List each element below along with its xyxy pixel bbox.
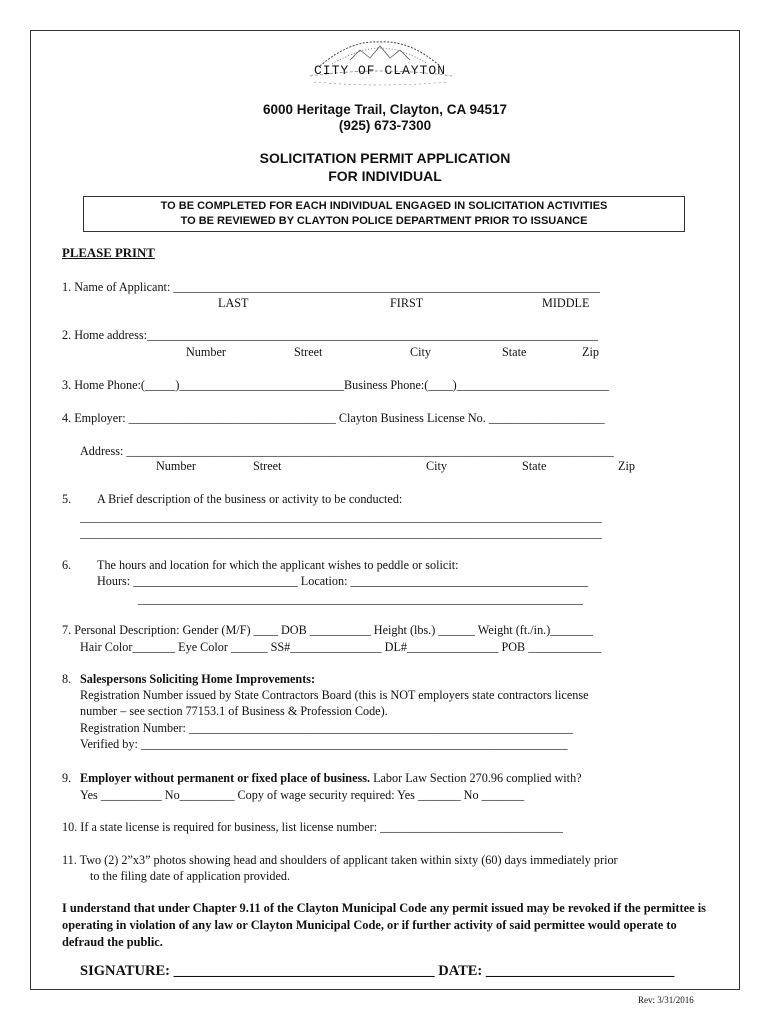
phone-line: (925) 673-7300 [338,118,432,133]
q9-number: 9. [62,771,72,785]
q5-number: 5. [62,492,72,506]
label-employer-state: State [522,459,547,473]
business-description-line-2[interactable]: __________________________________________________________________________________________ [80,527,602,540]
q8-number: 8. [62,672,72,686]
photos-requirement-line-2: to the filing date of application provided. [90,869,291,883]
label-number: Number [186,345,226,359]
applicant-name-field[interactable]: 1. Name of Applicant: ______________________________________________________________________ [62,280,600,294]
business-description-line-1[interactable]: __________________________________________________________________________________________ [80,511,602,524]
verified-by-field[interactable]: Verified by: ______________________________________________________________________ [80,737,568,751]
label-employer-city: City [426,459,447,473]
label-middle: MIDDLE [542,296,590,310]
q6-number: 6. [62,558,72,572]
label-first: FIRST [390,296,424,310]
employer-no-place-heading: Employer without permanent or fixed place of business. [80,771,371,785]
employer-field[interactable]: 4. Employer: __________________________________ Clayton Business License No. ___________________ [62,411,605,425]
label-state: State [502,345,527,359]
label-zip: Zip [582,345,599,359]
labor-law-answers[interactable]: Yes __________ No_________ Copy of wage security required: Yes _______ No _______ [80,788,525,802]
registration-note-line-2: number – see section 77153.1 of Business & Profession Code). [80,704,388,718]
registration-note-line-1: Registration Number issued by State Contractors Board (this is NOT employers state contractors license [80,688,589,702]
state-license-field[interactable]: 10. If a state license is required for business, list license number: ______________________________ [62,820,563,834]
notice-line-2: TO BE REVIEWED BY CLAYTON POLICE DEPARTMENT PRIOR TO ISSUANCE [180,215,588,227]
logo-text: CITY OF CLAYTON [313,63,447,78]
label-employer-number: Number [156,459,196,473]
form-title: SOLICITATION PERMIT APPLICATION [259,150,511,166]
photos-requirement-line-1: 11. Two (2) 2”x3” photos showing head and shoulders of applicant taken within sixty (60) days immediately prior [62,853,618,867]
hours-location-label: The hours and location for which the applicant wishes to peddle or solicit: [97,558,459,572]
address-line: 6000 Heritage Trail, Clayton, CA 94517 [262,102,508,117]
label-city: City [410,345,431,359]
home-address-field[interactable]: 2. Home address:__________________________________________________________________________ [62,328,598,342]
phone-fields[interactable]: 3. Home Phone:(_____)___________________________Business Phone:(____)_________________________ [62,378,610,392]
business-description-label: A Brief description of the business or activity to be conducted: [97,492,403,506]
signature-date-line[interactable]: SIGNATURE: ____________________________________ DATE: __________________________ [80,963,675,979]
salespersons-heading: Salespersons Soliciting Home Improvements: [80,672,316,686]
hours-location-field[interactable]: Hours: ___________________________ Location: _______________________________________ [97,574,589,588]
personal-description-line-1[interactable]: 7. Personal Description: Gender (M/F) ____ DOB __________ Height (lbs.) ______ Weight (ft./in.)_______ [62,623,593,637]
city-of-clayton-logo [280,36,480,92]
q9-line-1 [80,771,582,786]
revocation-statement: I understand that under Chapter 9.11 of the Clayton Municipal Code any permit issued may be revoked if the permittee is operating in violation of any law or Clayton Municipal Code, or if further activity of said permittee would operate to defraud the public. [62,901,706,949]
notice-line-1: TO BE COMPLETED FOR EACH INDIVIDUAL ENGAGED IN SOLICITATION ACTIVITIES [160,200,608,212]
registration-number-field[interactable]: Registration Number: _______________________________________________________________ [80,721,573,735]
form-subtitle: FOR INDIVIDUAL [328,168,442,184]
label-employer-street: Street [253,459,282,473]
personal-description-line-2[interactable]: Hair Color_______ Eye Color ______ SS#_______________ DL#_______________ POB ____________ [80,640,602,654]
location-extra-line[interactable]: _________________________________________________________________________ [138,592,583,606]
employer-address-field[interactable]: Address: ________________________________________________________________________________ [80,444,614,458]
labor-law-question: Labor Law Section 270.96 complied with? [373,771,582,785]
label-employer-zip: Zip [618,459,635,473]
notice-box [83,196,685,232]
please-print-heading: PLEASE PRINT [62,246,155,260]
revision-date: Rev: 3/31/2016 [638,995,694,1005]
label-last: LAST [218,296,249,310]
label-street: Street [294,345,323,359]
